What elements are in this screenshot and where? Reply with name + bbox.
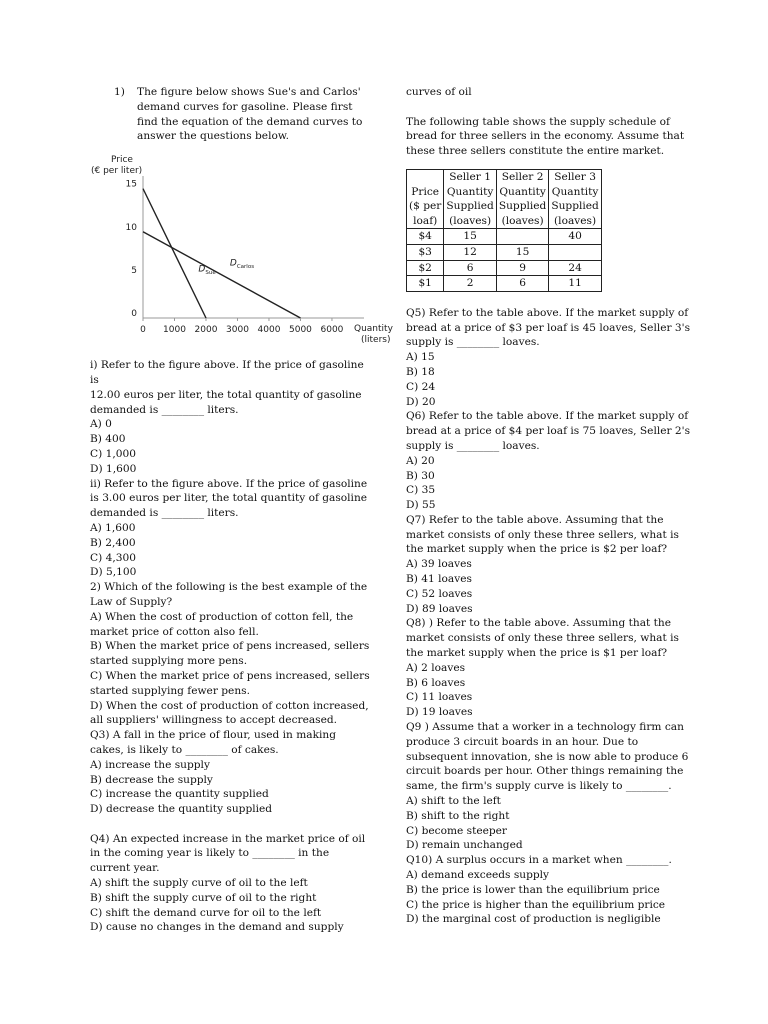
spacer — [90, 817, 370, 832]
question-5 — [406, 306, 706, 410]
answer-option: C) increase the quantity supplied — [90, 788, 269, 801]
question-line: current year. — [90, 862, 160, 875]
answer-option: A) 2 loaves — [406, 661, 466, 674]
answer-option: D) 20 — [406, 395, 436, 408]
header-seller-3 — [549, 169, 601, 228]
question-line: Q10) A surplus occurs in a market when ________. — [406, 854, 672, 867]
answer-option: A) shift the supply curve of oil to the left — [90, 877, 308, 890]
x-tick-label: 6000 — [320, 325, 344, 336]
header-price — [407, 169, 444, 228]
question-line: supply is ________ loaves. — [406, 439, 540, 452]
question-line: Q8) ) Refer to the table above. Assuming that the — [406, 617, 671, 630]
answer-option: A) shift to the left — [406, 795, 501, 808]
answer-option: B) decrease the supply — [90, 773, 213, 786]
question-line: 12.00 euros per liter, the total quantity of gasoline — [90, 388, 362, 401]
answer-option: C) 11 loaves — [406, 691, 473, 704]
curve-label-subscript: Sue — [205, 270, 216, 277]
question-line: demanded is ________ liters. — [90, 403, 239, 416]
question-line: subsequent innovation, she is now able to produce 6 — [406, 750, 689, 763]
question-line: The figure below shows Sue's and Carlos' — [137, 86, 361, 98]
answer-option: B) 30 — [406, 469, 435, 482]
question-line: cakes, is likely to ________ of cakes. — [90, 743, 279, 756]
answer-option: C) When the market price of pens increased, sellers — [90, 669, 370, 682]
answer-option: B) the price is lower than the equilibrium price — [406, 883, 660, 896]
y-tick-label: 15 — [125, 179, 137, 190]
demand-chart-svg — [82, 150, 393, 350]
left-column — [90, 85, 393, 935]
table-cell: 9 — [496, 260, 548, 276]
x-tick-label: 5000 — [289, 325, 312, 336]
question-line: the market supply when the price is $1 per loaf? — [406, 647, 668, 660]
header-line: Quantity — [446, 185, 494, 198]
header-seller-1 — [444, 169, 496, 228]
answer-option: A) 0 — [90, 418, 112, 431]
header-line: (loaves) — [554, 214, 597, 227]
answer-option: D) 19 loaves — [406, 706, 473, 719]
question-line: bread at a price of $3 per loaf is 45 loaves, Seller 3's — [406, 321, 691, 334]
y-tick-label: 10 — [125, 222, 137, 233]
supply-schedule-table — [406, 169, 602, 292]
table-cell: 11 — [549, 276, 601, 292]
question-line: market consists of only these three sellers, what is — [406, 528, 679, 541]
demand-chart — [90, 152, 393, 352]
table-cell: $3 — [407, 244, 444, 260]
question-ii — [90, 477, 370, 581]
header-line: Supplied — [446, 200, 494, 213]
answer-option: C) 35 — [406, 484, 436, 497]
question-4 — [90, 832, 370, 936]
table-cell — [496, 229, 548, 245]
question-10 — [406, 853, 706, 927]
question-line: Q9 ) Assume that a worker in a technology firm can — [406, 721, 684, 734]
header-line: Quantity — [551, 185, 599, 198]
answer-option: B) When the market price of pens increased, sellers — [90, 640, 370, 653]
table-intro — [406, 115, 706, 159]
answer-option: A) increase the supply — [90, 758, 210, 771]
question-line: Q5) Refer to the table above. If the market supply of — [406, 306, 689, 319]
header-line: (loaves) — [501, 214, 544, 227]
header-line: Supplied — [551, 200, 599, 213]
table-cell — [549, 244, 601, 260]
question-line: supply is ________ loaves. — [406, 336, 540, 349]
header-line: (loaves) — [449, 214, 492, 227]
header-line: Supplied — [498, 200, 547, 213]
curve-label-carlos: $D_{Carlos}$ — [229, 258, 255, 271]
answer-option: C) become steeper — [406, 824, 507, 837]
x-tick-label: 1000 — [163, 325, 186, 336]
intro-line: The following table shows the supply schedule of — [406, 115, 670, 128]
table-cell: $1 — [407, 276, 444, 292]
answer-option: D) the marginal cost of production is negligible — [406, 913, 661, 926]
answer-option: C) shift the demand curve for oil to the left — [90, 906, 322, 919]
question-line: in the coming year is likely to ________ in the — [90, 847, 330, 860]
question-line: bread at a price of $4 per loaf is 75 loaves, Seller 2's — [406, 425, 691, 438]
question-line: 2) Which of the following is the best example of the — [90, 581, 368, 594]
question-line: demanded is ________ liters. — [90, 507, 239, 520]
demand-curve-carlos — [143, 232, 300, 318]
axes — [143, 176, 364, 318]
question-line: find the equation of the demand curves to — [137, 115, 363, 128]
question-line: demand curves for gasoline. Please first — [137, 100, 353, 113]
answer-option: D) 1,600 — [90, 462, 137, 475]
y-axis-label-line: Price — [111, 155, 133, 166]
question-line: the market supply when the price is $2 per loaf? — [406, 543, 668, 556]
question-1-text — [137, 85, 362, 144]
answer-option: D) remain unchanged — [406, 839, 523, 852]
curve-label-sue: $D_{Sue}$ — [198, 264, 216, 277]
question-2 — [90, 580, 370, 728]
answer-option: A) 39 loaves — [406, 558, 472, 571]
table-cell: $4 — [407, 229, 444, 245]
y-tick-label: 0 — [131, 309, 137, 320]
demand-lines — [143, 189, 300, 318]
header-line: Seller 1 — [449, 170, 491, 183]
question-line: Q4) An expected increase in the market price of oil — [90, 832, 366, 845]
question-line: is 3.00 euros per liter, the total quantity of gasoline — [90, 492, 368, 505]
answer-option: C) the price is higher than the equilibrium price — [406, 898, 666, 911]
answer-option: D) 55 — [406, 499, 436, 512]
question-line: ii) Refer to the figure above. If the price of gasoline — [90, 477, 368, 490]
question-line: circuit boards per hour. Other things remaining the — [406, 765, 684, 778]
demand-curve-sue — [143, 189, 206, 318]
header-line: loaf) — [413, 214, 438, 227]
curve-label-subscript: Carlos — [236, 264, 255, 271]
question-line: i) Refer to the figure above. If the price of gasoline is — [90, 359, 364, 386]
question-9 — [406, 720, 706, 853]
answer-option: started supplying fewer pens. — [90, 684, 250, 697]
answer-option: A) When the cost of production of cotton fell, the — [90, 610, 354, 623]
question-3 — [90, 728, 370, 817]
x-tick-label: 4000 — [257, 325, 281, 336]
answer-option: B) 2,400 — [90, 536, 136, 549]
answer-option: B) 41 loaves — [406, 573, 472, 586]
header-line: Quantity — [499, 185, 546, 198]
question-1 — [90, 85, 370, 144]
table-cell: 24 — [549, 260, 601, 276]
spacer — [406, 100, 706, 115]
answer-option: D) decrease the quantity supplied — [90, 803, 273, 816]
answer-option: all suppliers' willingness to accept decreased. — [90, 714, 338, 727]
question-6 — [406, 409, 706, 513]
table-cell: 15 — [444, 229, 496, 245]
x-axis-label-line: Quantity — [354, 324, 393, 335]
x-tick-label: 3000 — [226, 325, 249, 336]
answer-option: B) 6 loaves — [406, 676, 466, 689]
x-tick-label: 2000 — [194, 325, 218, 336]
answer-option: C) 52 loaves — [406, 587, 473, 600]
answer-option: A) 15 — [406, 351, 435, 364]
answer-option: B) shift the supply curve of oil to the right — [90, 891, 317, 904]
answer-option: D) When the cost of production of cotton increased, — [90, 699, 369, 712]
question-7 — [406, 513, 706, 617]
tick-labels — [126, 180, 344, 335]
answer-option: A) 1,600 — [90, 521, 136, 534]
answer-option: started supplying more pens. — [90, 655, 248, 668]
header-line: Seller 3 — [554, 170, 596, 183]
answer-option: C) 1,000 — [90, 447, 136, 460]
answer-option: B) 18 — [406, 365, 435, 378]
x-tick-label: 0 — [140, 325, 146, 336]
table-row — [407, 229, 602, 245]
header-line: Price — [411, 185, 440, 198]
table-row — [407, 260, 602, 276]
answer-option: D) 5,100 — [90, 566, 137, 579]
answer-option: D) cause no changes in the demand and supply — [90, 921, 344, 934]
answer-option: market price of cotton also fell. — [90, 625, 259, 638]
question-8 — [406, 616, 706, 720]
question-i — [90, 358, 370, 476]
table-header-row — [407, 169, 602, 228]
answer-option: D) 89 loaves — [406, 602, 473, 615]
answer-option: C) 24 — [406, 380, 436, 393]
question-line: Law of Supply? — [90, 595, 173, 608]
intro-line: bread for three sellers in the economy. Assume that — [406, 130, 685, 143]
answer-option: B) shift to the right — [406, 809, 510, 822]
x-axis-label-line: (liters) — [361, 335, 391, 346]
table-cell: 40 — [549, 229, 601, 245]
right-column — [406, 85, 706, 927]
x-axis-label — [354, 324, 394, 345]
y-axis-label-line: (€ per liter) — [91, 166, 143, 177]
table-cell: 2 — [444, 276, 496, 292]
y-axis-label — [91, 155, 142, 176]
table-cell: 6 — [496, 276, 548, 292]
table-cell: 15 — [496, 244, 548, 260]
intro-line: these three sellers constitute the entire market. — [406, 145, 665, 158]
answer-option: B) 400 — [90, 433, 126, 446]
question-line: Q7) Refer to the table above. Assuming that the — [406, 513, 664, 526]
continuation-text: curves of oil — [406, 86, 472, 98]
table-cell: 6 — [444, 260, 496, 276]
table-cell: 12 — [444, 244, 496, 260]
header-seller-2 — [496, 169, 548, 228]
header-line: ($ per — [409, 200, 442, 213]
answer-option: C) 4,300 — [90, 551, 136, 564]
question-number: 1) — [114, 86, 125, 98]
answer-option: A) 20 — [406, 454, 435, 467]
table-row — [407, 244, 602, 260]
question-line: produce 3 circuit boards in an hour. Due to — [406, 735, 639, 748]
question-line: same, the firm's supply curve is likely to ________. — [406, 780, 672, 793]
question-line: answer the questions below. — [137, 130, 290, 143]
answer-option: A) demand exceeds supply — [406, 869, 550, 882]
question-line: market consists of only these three sellers, what is — [406, 632, 679, 645]
table-cell: $2 — [407, 260, 444, 276]
question-line: Q6) Refer to the table above. If the market supply of — [406, 410, 689, 423]
y-tick-label: 5 — [131, 266, 137, 277]
header-line: Seller 2 — [501, 170, 544, 183]
question-line: Q3) A fall in the price of flour, used in making — [90, 729, 337, 742]
table-row — [407, 276, 602, 292]
